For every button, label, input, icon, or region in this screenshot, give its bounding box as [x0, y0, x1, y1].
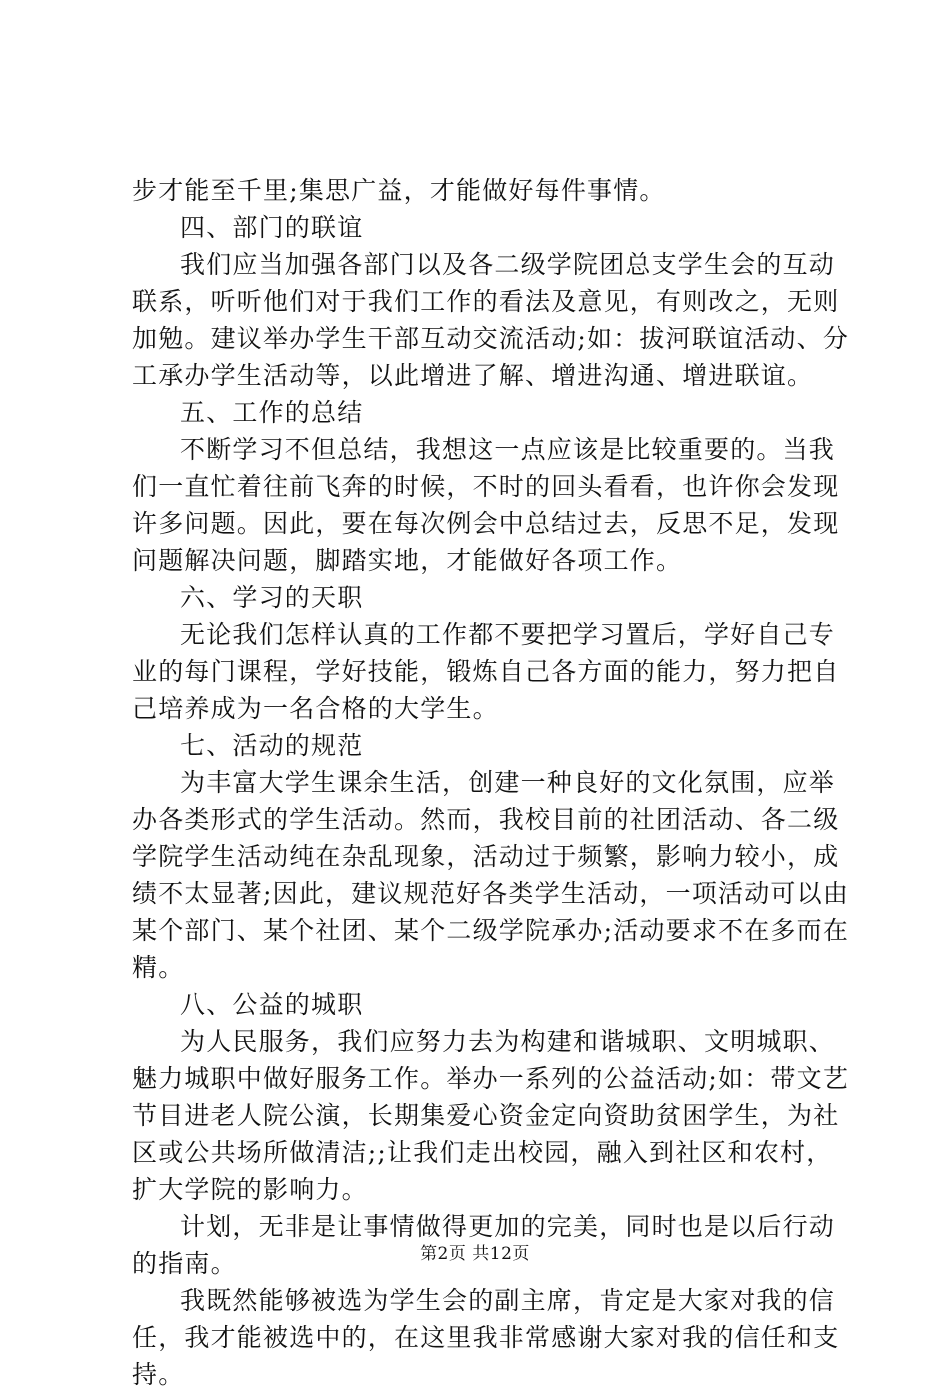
text-line: 计划，无非是让事情做得更加的完美，同时也是以后行动 — [180, 1212, 836, 1241]
text-line: 扩大学院的影响力。 — [132, 1175, 368, 1204]
text-line: 无论我们怎样认真的工作都不要把学习置后，学好自己专 — [180, 620, 836, 649]
text-line: 工承办学生活动等，以此增进了解、增进沟通、增进联谊。 — [132, 361, 814, 390]
text-line: 八、公益的城职 — [180, 990, 364, 1019]
text-line: 六、学习的天职 — [180, 583, 364, 612]
text-line: 业的每门课程，学好技能，锻炼自己各方面的能力，努力把自 — [132, 657, 840, 686]
text-line: 精。 — [132, 953, 185, 982]
text-line: 的指南。 — [132, 1249, 237, 1278]
page-footer: 第2页 共12页 — [420, 1244, 530, 1264]
text-line: 绩不太显著;因此，建议规范好各类学生活动，一项活动可以由 — [132, 879, 850, 908]
text-line: 办各类形式的学生活动。然而，我校目前的社团活动、各二级 — [132, 805, 840, 834]
text-line: 四、部门的联谊 — [180, 213, 364, 242]
text-line: 许多问题。因此，要在每次例会中总结过去，反思不足，发现 — [132, 509, 840, 538]
text-line: 某个部门、某个社团、某个二级学院承办;活动要求不在多而在 — [132, 916, 850, 945]
text-line: 步才能至千里;集思广益，才能做好每件事情。 — [132, 176, 666, 205]
text-line: 不断学习不但总结，我想这一点应该是比较重要的。当我 — [180, 435, 836, 464]
text-line: 七、活动的规范 — [180, 731, 364, 760]
text-line: 们一直忙着往前飞奔的时候，不时的回头看看，也许你会发现 — [132, 472, 840, 501]
text-line: 问题解决问题，脚踏实地，才能做好各项工作。 — [132, 546, 683, 575]
text-line: 为丰富大学生课余生活，创建一种良好的文化氛围，应举 — [180, 768, 836, 797]
text-line: 为人民服务，我们应努力去为构建和谐城职、文明城职、 — [180, 1027, 836, 1056]
text-line: 学院学生活动纯在杂乱现象，活动过于频繁，影响力较小，成 — [132, 842, 840, 871]
text-line: 加勉。建议举办学生干部互动交流活动;如：拔河联谊活动、分 — [132, 324, 850, 353]
text-line: 魅力城职中做好服务工作。举办一系列的公益活动;如：带文艺 — [132, 1064, 850, 1093]
document-body — [132, 172, 850, 1393]
text-line: 五、工作的总结 — [180, 398, 364, 427]
text-line: 持。 — [132, 1360, 185, 1389]
text-line: 任，我才能被选中的，在这里我非常感谢大家对我的信任和支 — [132, 1323, 840, 1352]
text-line: 己培养成为一名合格的大学生。 — [132, 694, 499, 723]
text-line: 节目进老人院公演，长期集爱心资金定向资助贫困学生，为社 — [132, 1101, 840, 1130]
text-line: 联系，听听他们对于我们工作的看法及意见，有则改之，无则 — [132, 287, 840, 316]
text-line: 区或公共场所做清洁;;让我们走出校园，融入到社区和农村， — [132, 1138, 833, 1167]
text-line: 我们应当加强各部门以及各二级学院团总支学生会的互动 — [180, 250, 836, 279]
text-line: 我既然能够被选为学生会的副主席，肯定是大家对我的信 — [180, 1286, 836, 1315]
